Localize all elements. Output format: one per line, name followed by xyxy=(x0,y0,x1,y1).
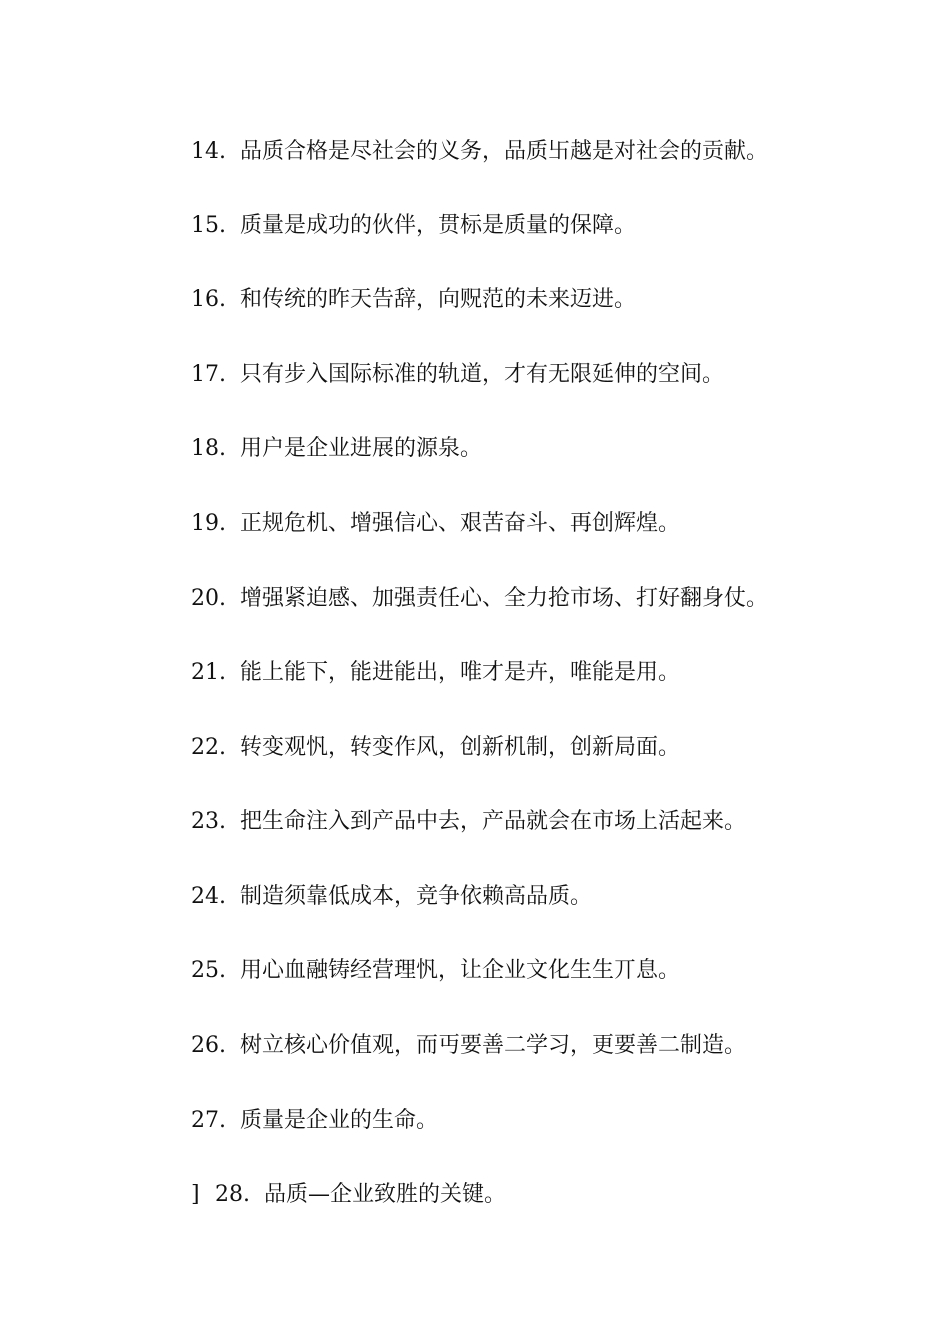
slogan-number: 15. xyxy=(191,213,226,238)
slogan-number: 20. xyxy=(191,586,226,611)
slogan-number: 16. xyxy=(191,287,226,312)
slogan-line-26 xyxy=(191,1031,746,1061)
slogan-text: 品质—企业致胜的关键。 xyxy=(264,1182,507,1207)
slogan-line-16 xyxy=(191,285,636,315)
slogan-number: 18. xyxy=(191,436,226,461)
slogan-text: 制造须靠低成本，竞争依赖高品质。 xyxy=(240,884,593,909)
slogan-number: 27. xyxy=(191,1108,226,1133)
slogan-line-17 xyxy=(191,360,724,390)
slogan-text: 和传统的昨天告辞，向贶范的未来迈进。 xyxy=(240,287,637,312)
slogan-number: 26. xyxy=(191,1033,226,1058)
slogan-text: 质量是成功的伙伴，贯标是质量的保障。 xyxy=(240,213,637,238)
slogan-text: 把生命注入到产品中去，产品就会在市场上活起来。 xyxy=(240,809,747,834)
slogan-text: 只有步入国际标准的轨道，才有无限延伸的空间。 xyxy=(240,362,725,387)
slogan-line-21 xyxy=(191,658,680,688)
slogan-line-22 xyxy=(191,733,680,763)
slogan-text: 品质合格是尽社会的义务，品质卐越是对社会的贡献。 xyxy=(240,139,769,164)
slogan-number: 24. xyxy=(191,884,226,909)
slogan-number: 17. xyxy=(191,362,226,387)
slogan-line-28 xyxy=(191,1180,506,1210)
slogan-text: 增强紧迫感、加强责任心、全力抢市场、打好翻身仗。 xyxy=(240,586,769,611)
slogan-line-25 xyxy=(191,956,680,986)
slogan-text: 正规危机、增强信心、艰苦奋斗、再创辉煌。 xyxy=(240,511,681,536)
slogan-line-15 xyxy=(191,211,636,241)
slogan-text: 能上能下，能进能出，唯才是卉，唯能是用。 xyxy=(240,660,681,685)
slogan-number: 14. xyxy=(191,139,226,164)
slogan-text: 转变观忛，转变作风，创新机制，创新局面。 xyxy=(240,735,681,760)
slogan-line-23 xyxy=(191,807,746,837)
slogan-text: 质量是企业的生命。 xyxy=(240,1108,439,1133)
slogan-line-14 xyxy=(191,137,768,167)
slogan-number: 19. xyxy=(191,511,226,536)
slogan-text: 用心血融铸经营理忛，让企业文化生生丌息。 xyxy=(240,958,681,983)
slogan-number: 23. xyxy=(191,809,226,834)
slogan-text: 树立核心价值观，而丏要善二学习，更要善二制造。 xyxy=(240,1033,747,1058)
slogan-line-27 xyxy=(191,1106,438,1136)
slogan-line-19 xyxy=(191,509,680,539)
slogan-text: 用户是企业进展的源泉。 xyxy=(240,436,483,461)
slogan-number: 22. xyxy=(191,735,226,760)
slogan-line-24 xyxy=(191,882,592,912)
slogan-number: 28. xyxy=(215,1182,250,1207)
slogan-line-18 xyxy=(191,434,482,464)
slogan-line-20 xyxy=(191,584,768,614)
slogan-number: 25. xyxy=(191,958,226,983)
slogan-number: 21. xyxy=(191,660,226,685)
bracket-mark: ] xyxy=(191,1182,200,1207)
